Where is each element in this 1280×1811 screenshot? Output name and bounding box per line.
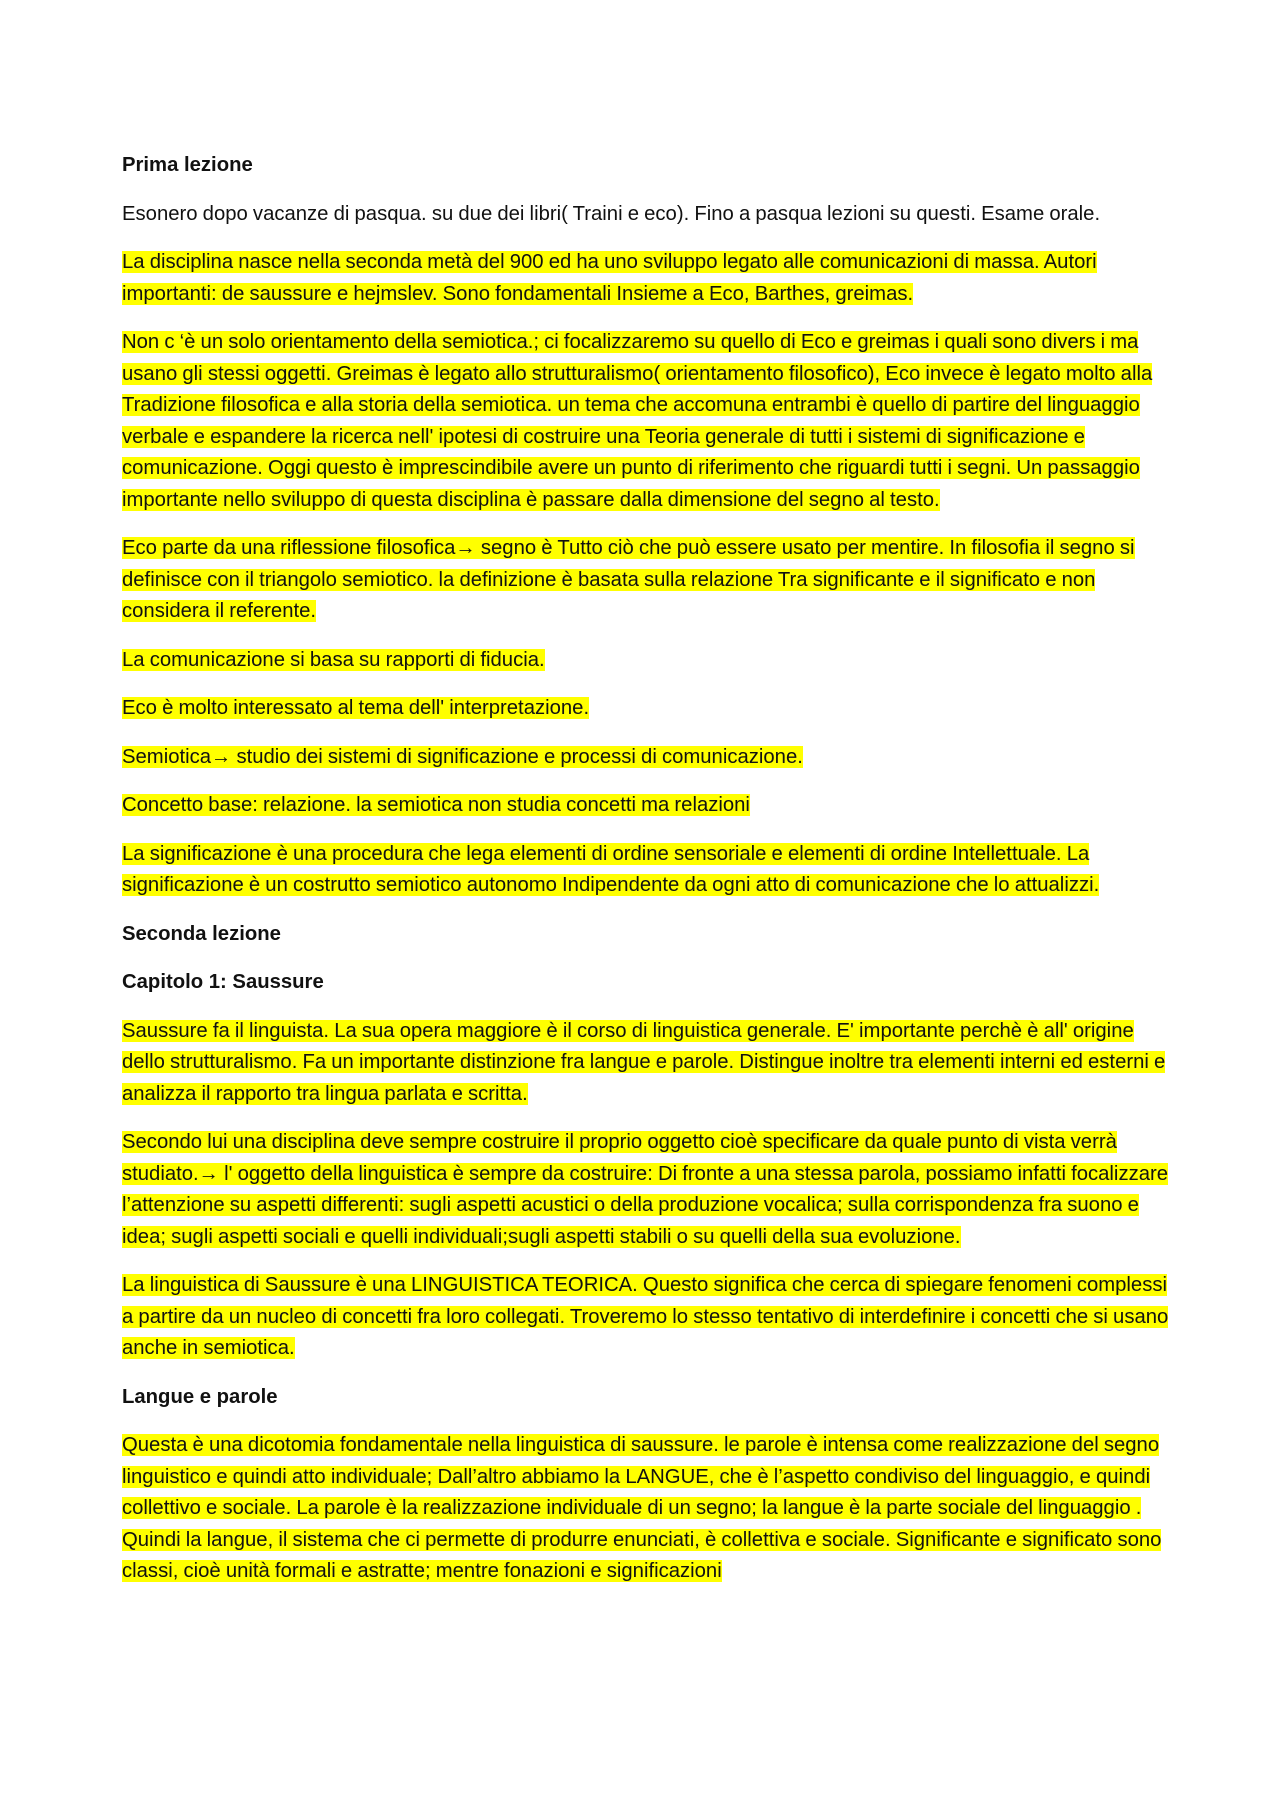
highlighted-text: Non c ‘è un solo orientamento della semiotica.; ci focalizzaremo su quello di Eco e greimas i quali sono divers i ma usano gli stessi oggetti. Greimas è legato allo strutturalismo( orientamento filosofico), Eco invece è legato molto alla Tradizione filosofica e alla storia della semiotica. un tema che accomuna entrambi è quello di partire del linguaggio verbale e espandere la ricerca nell' ipotesi di costruire una Teoria generale di tutti i sistemi di significazione e comunicazione. Oggi questo è imprescindibile avere un punto di riferimento che riguardi tutti i segni. Un passaggio importante nello sviluppo di questa disciplina è passare dalla dimensione del segno al testo.: [122, 331, 1153, 511]
highlighted-text: Secondo lui una disciplina deve sempre costruire il proprio oggetto cioè specificare da quale punto di vista verrà studiato.→ l' oggetto della linguistica è sempre da costruire:: [122, 1131, 1117, 1185]
document-body: [122, 150, 1172, 1605]
section-heading: Seconda lezione: [122, 922, 281, 945]
text-segment: Esonero dopo vacanze di pasqua. su due dei libri( Traini e eco). Fino a pasqua lezioni su questi. Esame orale.: [122, 202, 1101, 225]
highlighted-text: Saussure fa il linguista. La sua opera maggiore è il corso di linguistica generale. E' importante perchè è all' origine dello strutturalismo. Fa un importante distinzione fra langue e parole. Distingue inoltre tra elementi interni ed esterni e analizza il rapporto tra lingua parlata e scritta.: [122, 1019, 1166, 1105]
paragraph: [122, 693, 1172, 725]
section-heading: Prima lezione: [122, 154, 253, 176]
highlighted-text: La disciplina nasce nella seconda metà del 900 ed ha uno sviluppo legato alle comunicazioni di massa. Autori importanti: de saussure e hejmslev. Sono fondamentali Insieme a Eco, Barthes, greimas.: [122, 251, 1097, 305]
highlighted-text: La comunicazione si basa su rapporti di fiducia.: [122, 648, 545, 671]
paragraph: [122, 533, 1172, 628]
paragraph: [122, 1270, 1172, 1365]
paragraph: [122, 1127, 1172, 1253]
highlighted-text: Semiotica→ studio dei sistemi di significazione e processi di comunicazione.: [122, 745, 803, 768]
paragraph: [122, 742, 1172, 774]
paragraph: [122, 327, 1172, 516]
section-heading: Capitolo 1: Saussure: [122, 971, 324, 993]
paragraph: [122, 199, 1172, 231]
paragraph: [122, 790, 1172, 822]
paragraph: [122, 1430, 1172, 1588]
highlighted-text: Significante e significato sono classi, cioè unità formali e astratte; mentre fonazioni e significazioni: [122, 1528, 1162, 1582]
highlighted-text: Dall’altro abbiamo la LANGUE, che è l’aspetto condiviso del linguaggio, e quindi collettivo e sociale. La parole è la realizzazione individuale di un segno; la langue è la parte sociale del linguaggio . Quindi la langue, il sistema che ci permette di produrre enunciati, è collettiva e sociale.: [122, 1465, 1151, 1551]
paragraph: [122, 839, 1172, 902]
section-heading: Langue e parole: [122, 1385, 278, 1408]
paragraph: [122, 1016, 1172, 1111]
highlighted-text: Concetto base: relazione. la semiotica non studia concetti ma relazioni: [122, 794, 750, 816]
highlighted-text: La linguistica di Saussure è una LINGUISTICA TEORICA. Questo significa che cerca di spiegare fenomeni complessi a partire da un nucleo di concetti fra loro collegati. Troveremo lo stesso tentativo di interdefinire i concetti che si usano anche in semiotica.: [122, 1274, 1169, 1359]
paragraph: [122, 247, 1172, 310]
highlighted-text: Eco è molto interessato al tema dell' interpretazione.: [122, 697, 590, 719]
paragraph: [122, 645, 1172, 677]
highlighted-text: Questa è una dicotomia fondamentale nella linguistica di saussure. le parole è intensa come realizzazione del segno linguistico e quindi atto individuale;: [122, 1434, 1160, 1488]
highlighted-text: Eco parte da una riflessione filosofica→ segno è Tutto ciò che può essere usato per mentire. In filosofia il segno si definisce con il triangolo semiotico. la definizione è basata sulla relazione Tra significante e il significato e non considera il referente.: [122, 537, 1135, 622]
highlighted-text: Di fronte a una stessa parola, possiamo infatti focalizzare l’attenzione su aspetti differenti: sugli aspetti acustici o della produzione vocalica; sulla corrispondenza fra suono e idea; sugli aspetti sociali e quelli individuali;sugli aspetti stabili o su quelli della sua evoluzione.: [122, 1162, 1169, 1248]
highlighted-text: La significazione è una procedura che lega elementi di ordine sensoriale e elementi di ordine Intellettuale. La significazione è un costrutto semiotico autonomo Indipendente da ogni atto di comunicazione che lo attualizzi.: [122, 842, 1100, 896]
